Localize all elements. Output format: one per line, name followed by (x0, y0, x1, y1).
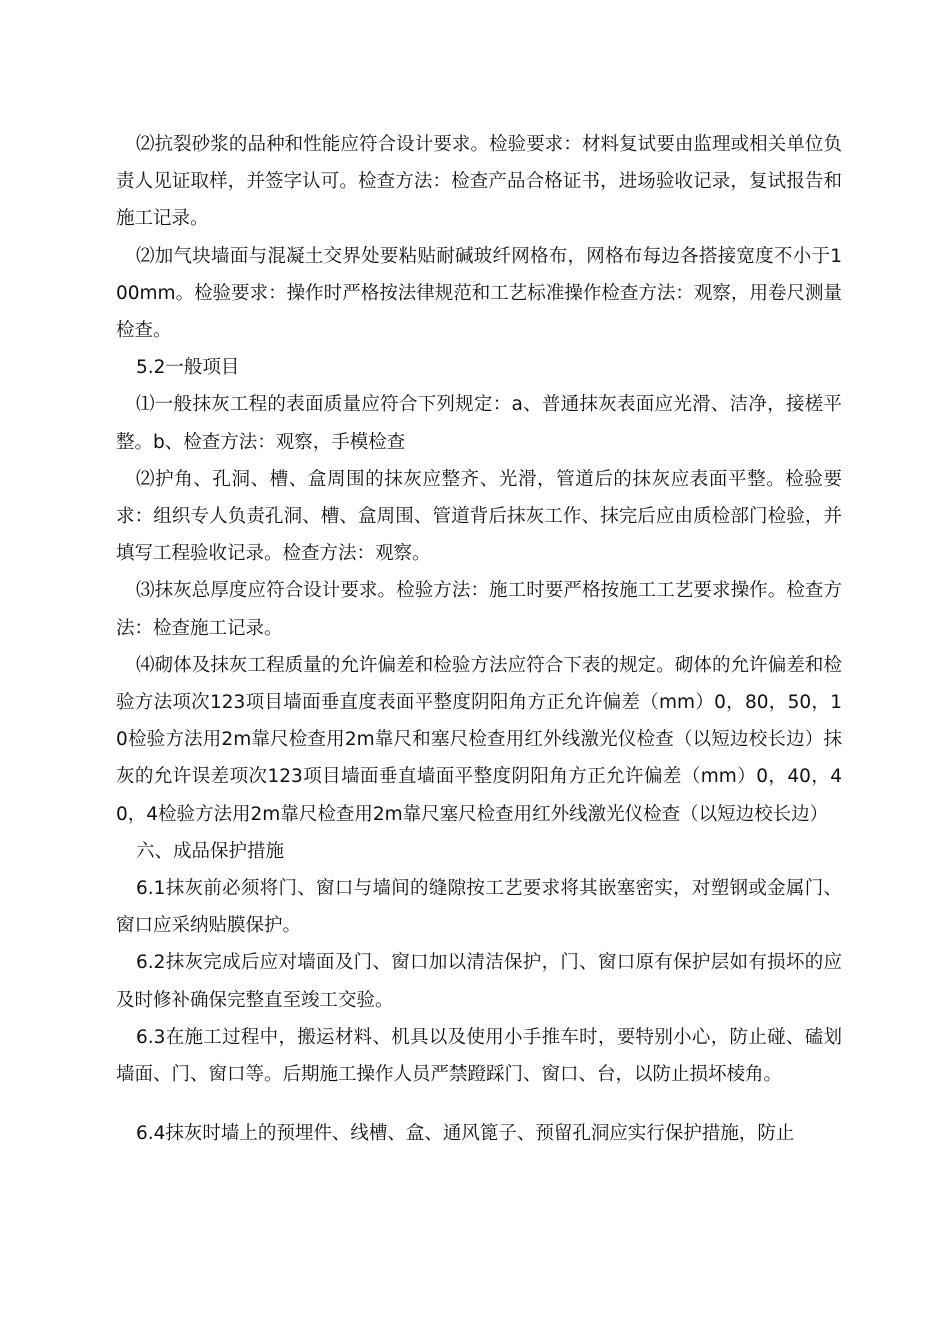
paragraph-crack-mortar: ⑵抗裂砂浆的品种和性能应符合设计要求。检验要求：材料复试要由监理或相关单位负责人见证取样，并签字认可。检查方法：检查产品合格证书，进场验收记录，复试报告和施工记录。 (116, 134, 842, 230)
paragraph-protection-6-1: 6.1抹灰前必须将门、窗口与墙间的缝隙按工艺要求将其嵌塞密实，对塑钢或金属门、窗口应采纳贴膜保护。 (116, 878, 842, 937)
section-heading-general-items: 5.2一般项目 (136, 357, 240, 379)
paragraph-surface-quality: ⑴一般抹灰工程的表面质量应符合下列规定：a、普通抹灰表面应光滑、洁净，接槎平整。b、检查方法：观察，手模检查 (116, 394, 842, 453)
paragraph-protection-6-3: 6.3在施工过程中，搬运材料、机具以及使用小手推车时，要特别小心，防止碰、磕划墙面、门、窗口等。后期施工操作人员严禁蹬踩门、窗口、台，以防止损坏棱角。 (116, 1026, 842, 1086)
paragraph-allowable-deviation: ⑷砌体及抹灰工程质量的允许偏差和检验方法应符合下表的规定。砌体的允许偏差和检验方法项次123项目墙面垂直度表面平整度阴阳角方正允许偏差（mm）0，80，50，10检验方法用2m靠尺检查用2m靠尺和塞尺检查用红外线激光仪检查（以短边校长边）抹灰的允许误差项次123项目墙面垂直墙面平整度阴阳角方正允许偏差（mm）0，40，40，4检验方法用2m靠尺检查用2m靠尺塞尺检查用红外线激光仪检查（以短边校长边） (116, 654, 842, 825)
paragraph-protection-6-2: 6.2抹灰完成后应对墙面及门、窗口加以清洁保护，门、窗口原有保护层如有损坏的应及时修补确保完整直至竣工交验。 (116, 952, 842, 1011)
paragraph-mesh-cloth: ⑵加气块墙面与混凝土交界处要粘贴耐碱玻纤网格布，网格布每边各搭接宽度不小于100mm。检验要求：操作时严格按法律规范和工艺标准操作检查方法：观察，用卷尺测量检查。 (116, 245, 842, 342)
section-heading-product-protection: 六、成品保护措施 (136, 840, 285, 862)
paragraph-total-thickness: ⑶抹灰总厚度应符合设计要求。检验方法：施工时要严格按施工工艺要求操作。检查方法：检查施工记录。 (116, 580, 842, 639)
paragraph-corners-holes: ⑵护角、孔洞、槽、盒周围的抹灰应整齐、光滑，管道后的抹灰应表面平整。检验要求：组织专人负责孔洞、槽、盒周围、管道背后抹灰工作、抹完后应由质检部门检验，并填写工程验收记录。检查方法：观察。 (116, 468, 842, 565)
paragraph-protection-6-4: 6.4抹灰时墙上的预埋件、线槽、盒、通风篦子、预留孔洞应实行保护措施，防止 (136, 1123, 795, 1145)
